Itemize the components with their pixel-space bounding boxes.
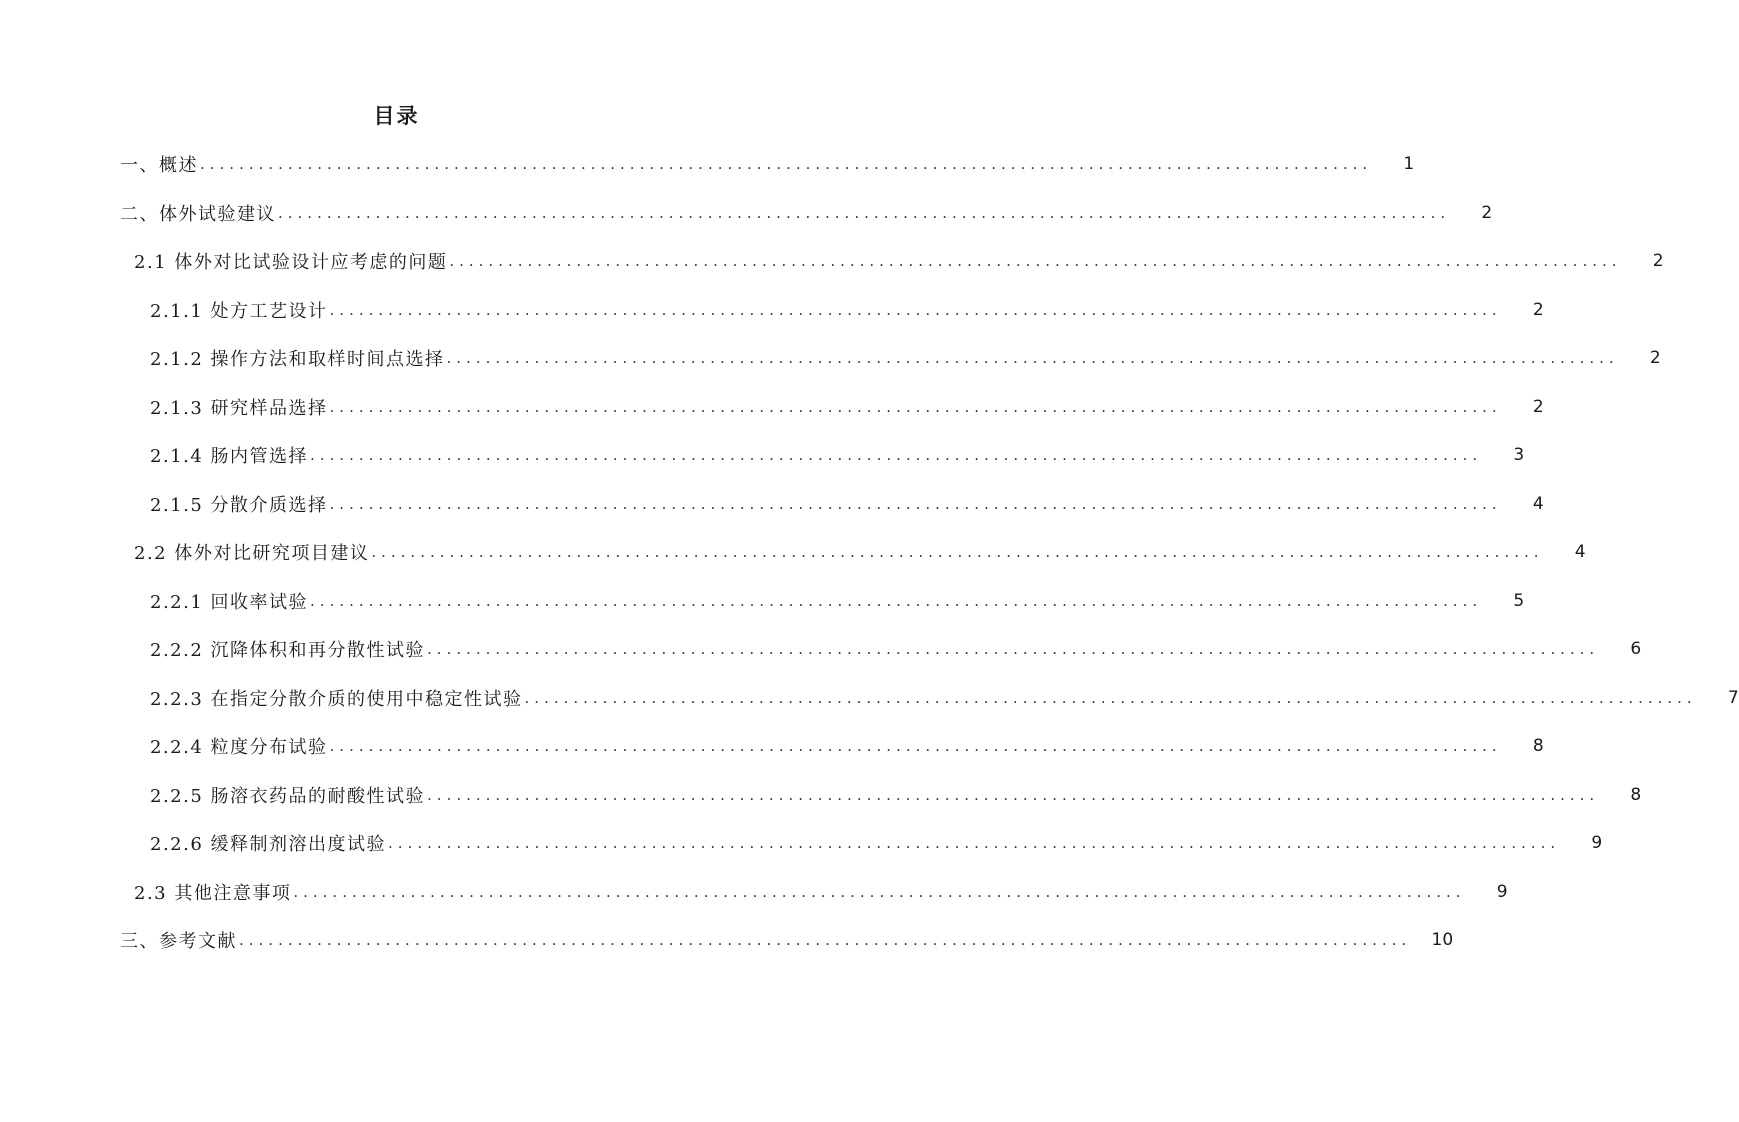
toc-entry[interactable]	[0, 431, 1525, 480]
toc-entry-text: 2.2.4 粒度分布试验	[150, 737, 328, 759]
toc-entry-text: 2.2 体外对比研究项目建议	[134, 543, 370, 565]
toc-entry-text: 2.2.5 肠溶衣药品的耐酸性试验	[150, 785, 426, 807]
toc-leader-dots: ........................................................................................................................	[329, 397, 1502, 416]
toc-entry[interactable]	[0, 237, 1664, 286]
toc-leader-dots: ........................................................................................................................	[329, 737, 1502, 756]
toc-entry[interactable]	[0, 577, 1525, 626]
toc-page-number: 2	[1649, 348, 1661, 369]
toc-leader-dots: ........................................................................................................................	[427, 785, 1600, 804]
toc-entry[interactable]	[0, 868, 1508, 917]
toc-entry-text: 二、体外试验建议	[120, 203, 276, 225]
toc-entry-text: 2.1.1 处方工艺设计	[150, 300, 328, 322]
toc-entry-text: 2.3 其他注意事项	[134, 882, 292, 904]
toc-page-number: 2	[1652, 251, 1664, 272]
toc-page-number: 10	[1431, 930, 1454, 951]
toc-page-number: 9	[1591, 833, 1603, 854]
toc-entry[interactable]	[0, 189, 1493, 238]
toc-entry-text: 2.2.6 缓释制剂溶出度试验	[150, 834, 387, 856]
toc-page-number: 9	[1496, 881, 1508, 902]
toc-list	[0, 140, 1739, 965]
toc-leader-dots: ........................................................................................................................	[239, 931, 1412, 950]
toc-entry-text: 2.2.3 在指定分散介质的使用中稳定性试验	[150, 688, 523, 710]
toc-entry[interactable]	[0, 674, 1739, 723]
toc-leader-dots: ........................................................................................................................	[446, 349, 1619, 368]
toc-page-number: 6	[1630, 639, 1642, 660]
toc-entry-text: 三、参考文献	[120, 931, 237, 953]
toc-page-number: 3	[1513, 445, 1525, 466]
toc-page-number: 4	[1532, 493, 1544, 514]
toc-entry-text: 2.1.4 肠内管选择	[150, 446, 309, 468]
toc-page-number: 1	[1403, 154, 1415, 175]
toc-leader-dots: ........................................................................................................................	[427, 640, 1600, 659]
toc-leader-dots: ........................................................................................................................	[310, 446, 1483, 465]
toc-entry[interactable]	[0, 819, 1603, 868]
toc-leader-dots: ........................................................................................................................	[278, 203, 1451, 222]
toc-entry[interactable]	[0, 140, 1415, 189]
toc-entry[interactable]	[0, 334, 1661, 383]
toc-entry[interactable]	[0, 625, 1642, 674]
toc-entry[interactable]	[0, 771, 1642, 820]
toc-entry[interactable]	[0, 722, 1544, 771]
toc-page-number: 7	[1727, 687, 1739, 708]
toc-page-number: 2	[1532, 396, 1544, 417]
toc-entry-text: 2.1.2 操作方法和取样时间点选择	[150, 349, 445, 371]
toc-entry[interactable]	[0, 286, 1544, 335]
toc-leader-dots: ........................................................................................................................	[310, 591, 1483, 610]
toc-leader-dots: ........................................................................................................................	[388, 834, 1561, 853]
toc-page-number: 4	[1574, 542, 1586, 563]
toc-entry-text: 2.1 体外对比试验设计应考虑的问题	[134, 252, 448, 274]
toc-entry-text: 2.1.3 研究样品选择	[150, 397, 328, 419]
toc-leader-dots: ........................................................................................................................	[371, 543, 1544, 562]
toc-page-number: 8	[1532, 736, 1544, 757]
toc-page-number: 2	[1532, 299, 1544, 320]
toc-page-number: 8	[1630, 784, 1642, 805]
toc-leader-dots: ........................................................................................................................	[329, 300, 1502, 319]
toc-title: 目录	[373, 104, 420, 128]
toc-entry[interactable]	[0, 383, 1544, 432]
toc-leader-dots: ........................................................................................................................	[200, 155, 1373, 174]
toc-leader-dots: ........................................................................................................................	[449, 252, 1622, 271]
toc-entry-text: 一、概述	[120, 155, 198, 177]
toc-leader-dots: ........................................................................................................................	[329, 494, 1502, 513]
toc-entry[interactable]	[0, 528, 1586, 577]
toc-entry-text: 2.2.1 回收率试验	[150, 591, 309, 613]
toc-page-number: 5	[1513, 590, 1525, 611]
toc-entry-text: 2.1.5 分散介质选择	[150, 494, 328, 516]
toc-entry-text: 2.2.2 沉降体积和再分散性试验	[150, 640, 426, 662]
toc-leader-dots: ........................................................................................................................	[293, 882, 1466, 901]
toc-entry[interactable]	[0, 480, 1544, 529]
toc-leader-dots: ........................................................................................................................	[524, 688, 1697, 707]
toc-entry[interactable]	[0, 916, 1454, 965]
toc-page-number: 2	[1481, 202, 1493, 223]
